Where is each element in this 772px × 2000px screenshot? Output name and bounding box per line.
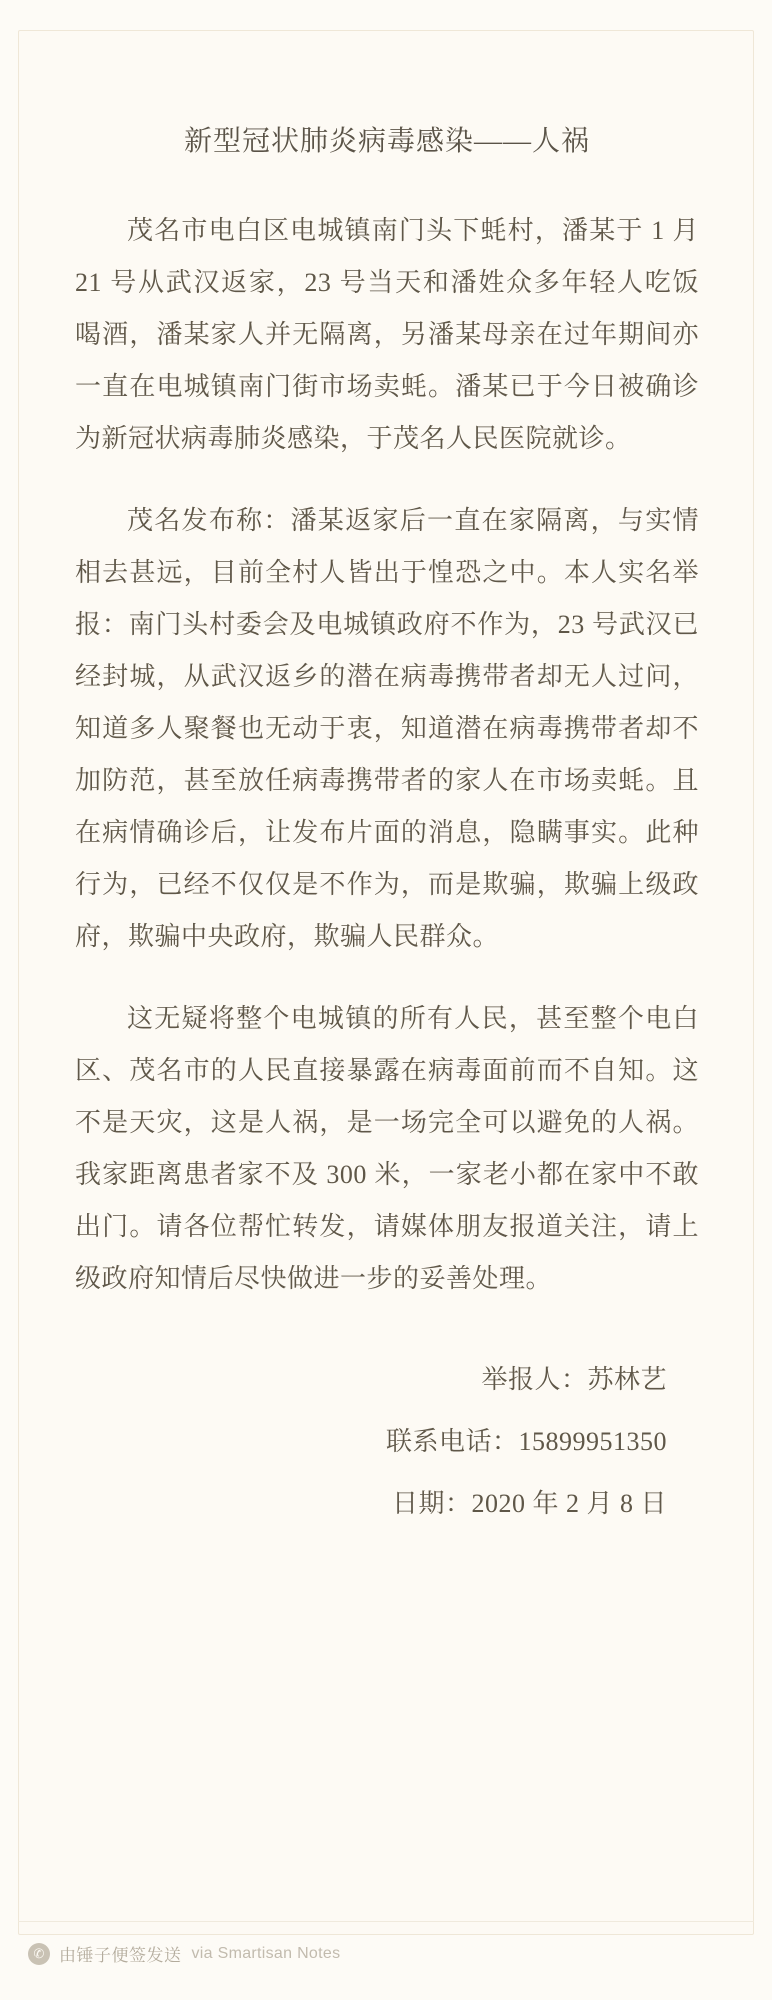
smartisan-logo-icon: ✆ bbox=[28, 1943, 50, 1965]
footer-attribution bbox=[0, 1941, 772, 1966]
signature-phone: 联系电话：15899951350 bbox=[385, 1427, 667, 1456]
note-paper-card bbox=[18, 30, 754, 1935]
paragraph-2: 茂名发布称：潘某返家后一直在家隔离，与实情相去甚远，目前全村人皆出于惶恐之中。本人实名举报：南门头村委会及电城镇政府不作为，23 号武汉已经封城，从武汉返乡的潜在病毒携带者却无人过问，知道多人聚餐也无动于衷，知道潜在病毒携带者却不加防范，甚至放任病毒携带者的家人在市场卖蚝。且在病情确诊后，让发布片面的消息，隐瞒事实。此种行为，已经不仅仅是不作为，而是欺骗，欺骗上级政府，欺骗中央政府，欺骗人民群众。 bbox=[75, 506, 699, 951]
signature-reporter: 举报人：苏林艺 bbox=[481, 1365, 667, 1394]
footer-label-en: via Smartisan Notes bbox=[191, 1944, 341, 1962]
signature-block bbox=[75, 1349, 699, 1535]
footer-divider bbox=[18, 1921, 754, 1922]
paragraph-1: 茂名市电白区电城镇南门头下蚝村，潘某于 1 月 21 号从武汉返家，23 号当天和潘姓众多年轻人吃饭喝酒，潘某家人并无隔离，另潘某母亲在过年期间亦一直在电城镇南门街市场卖蚝。潘某已于今日被确诊为新冠状病毒肺炎感染，于茂名人民医院就诊。 bbox=[75, 216, 699, 453]
signature-date: 日期：2020 年 2 月 8 日 bbox=[391, 1489, 667, 1518]
paragraph-3: 这无疑将整个电城镇的所有人民，甚至整个电白区、茂名市的人民直接暴露在病毒面前而不自知。这不是天灾，这是人祸，是一场完全可以避免的人祸。我家距离患者家不及 300 米，一家老小都在家中不敢出门。请各位帮忙转发，请媒体朋友报道关注，请上级政府知情后尽快做进一步的妥善处理。 bbox=[75, 1004, 699, 1293]
page-title: 新型冠状肺炎病毒感染——人祸 bbox=[183, 126, 590, 157]
note-content bbox=[75, 119, 699, 1535]
footer-label-cn: 由锤子便签发送 bbox=[59, 1946, 182, 1965]
